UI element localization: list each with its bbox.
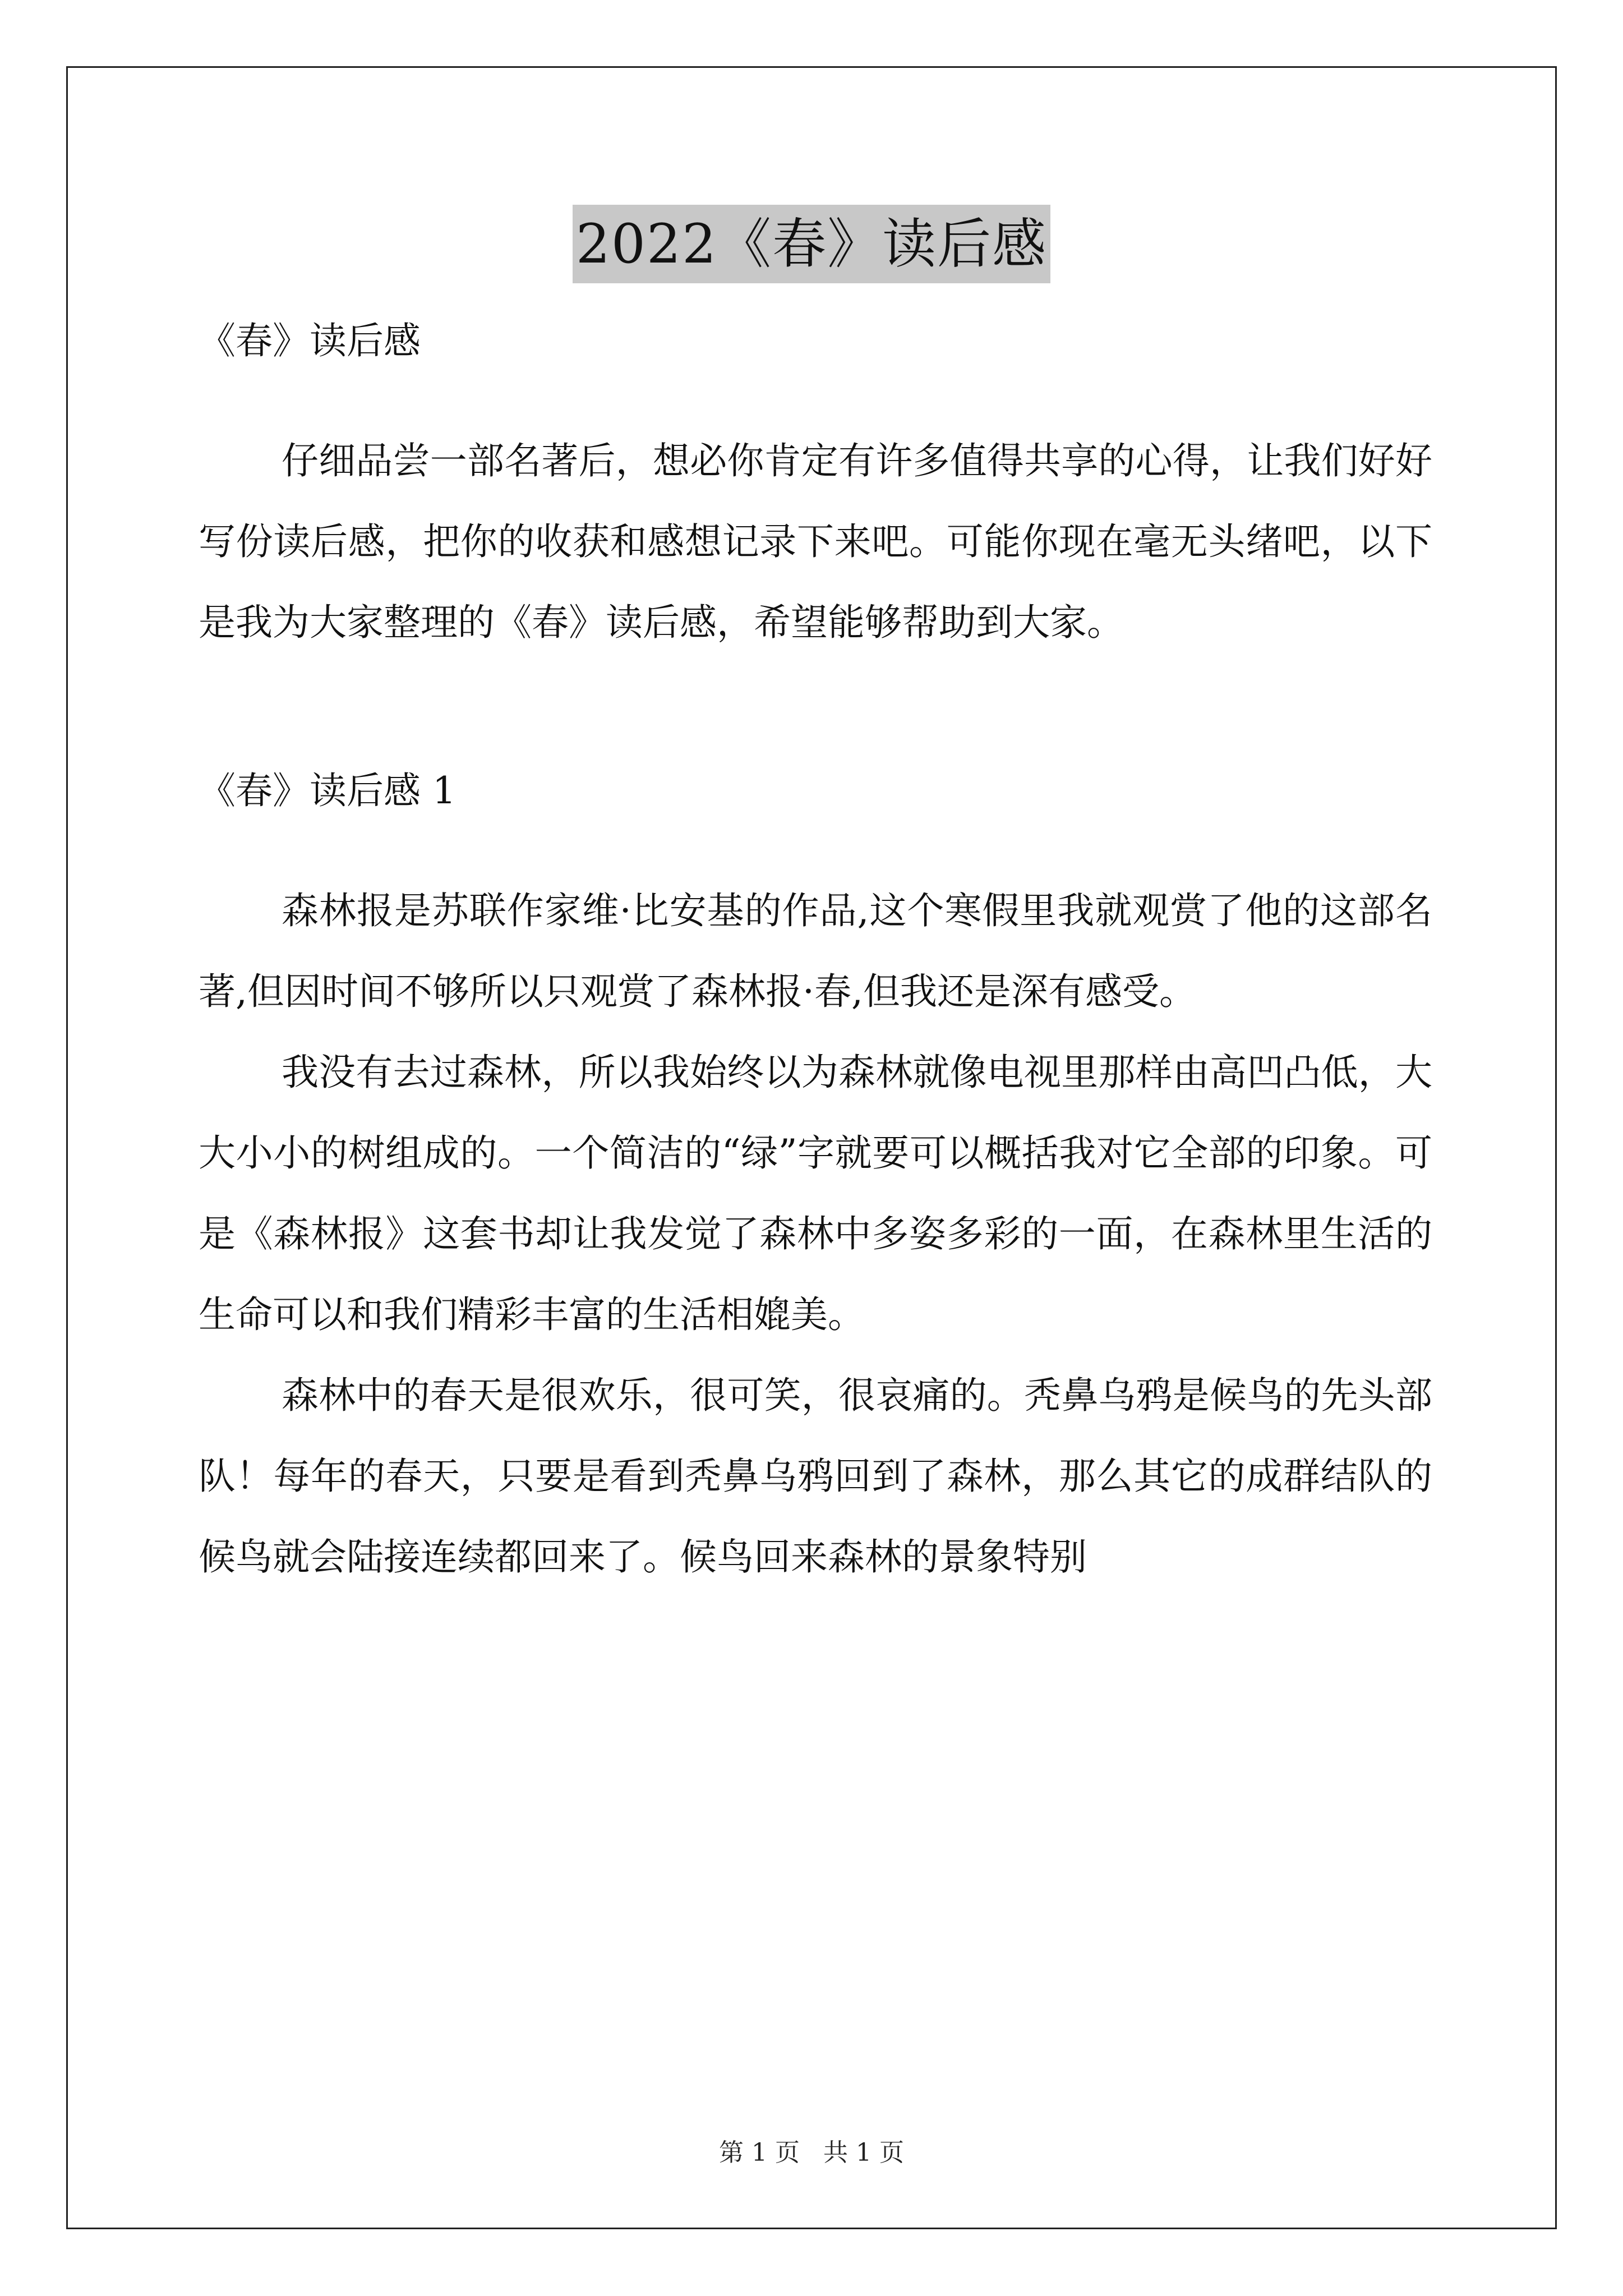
section-paragraph-1: 森林报是苏联作家维·比安基的作品,这个寒假里我就观赏了他的这部名著,但因时间不够所以只观赏了森林报·春,但我还是深有感受。 bbox=[199, 889, 1432, 1013]
document-title: 2022《春》读后感 bbox=[573, 205, 1050, 283]
section-paragraph-2: 我没有去过森林，所以我始终以为森林就像电视里那样由高凹凸低，大大小小的树组成的。一个简洁的“绿”字就要可以概括我对它全部的印象。可是《森林报》这套书却让我发觉了森林中多姿多彩的一面，在森林里生活的生命可以和我们精彩丰富的生活相媲美。 bbox=[199, 1051, 1432, 1336]
title-container bbox=[0, 205, 1623, 283]
section-heading: 《春》读后感 1 bbox=[199, 769, 456, 812]
document-body bbox=[199, 314, 1432, 1598]
page-footer: 第 1 页 共 1 页 bbox=[719, 2138, 904, 2167]
section-paragraph-3: 森林中的春天是很欢乐，很可笑，很哀痛的。秃鼻乌鸦是候鸟的先头部队！每年的春天，只要是看到秃鼻乌鸦回到了森林，那么其它的成群结队的候鸟就会陆接连续都回来了。候鸟回来森林的景象特别 bbox=[199, 1374, 1432, 1579]
subtitle: 《春》读后感 bbox=[199, 319, 421, 362]
intro-paragraph: 仔细品尝一部名著后，想必你肯定有许多值得共享的心得，让我们好好写份读后感，把你的收获和感想记录下来吧。可能你现在毫无头绪吧，以下是我为大家整理的《春》读后感，希望能够帮助到大家。 bbox=[199, 439, 1432, 644]
